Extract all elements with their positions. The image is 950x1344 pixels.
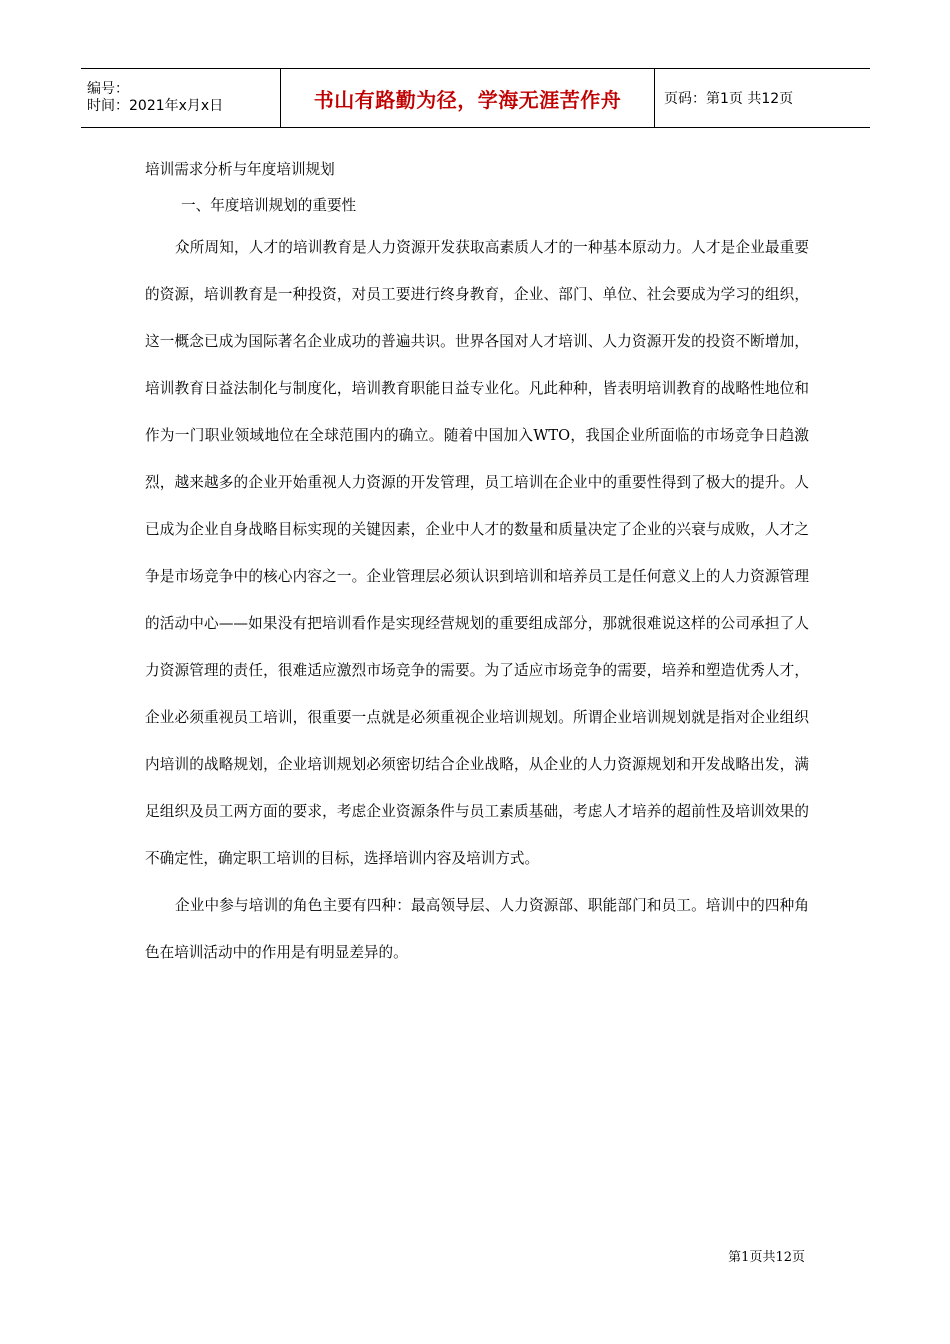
motto: 书山有路勤为径，学海无涯苦作舟 — [313, 87, 622, 112]
time-label: 时间：2021年x月x日 — [87, 98, 224, 114]
paragraph: 众所周知，人才的培训教育是人力资源开发获取高素质人才的一种基本原动力。人才是企业最重要的资源，培训教育是一种投资，对员工要进行终身教育，企业、部门、单位、社会要成为学习的组织，这一概念已成为国际著名企业成功的普遍共识。世界各国对人才培训、人力资源开发的投资不断增加，培训教育日益法制化与制度化，培训教育职能日益专业化。凡此种种，皆表明培训教育的战略性地位和作为一门职业领域地位在全球范围内的确立。随着中国加入WTO，我国企业所面临的市场竞争日趋激烈，越来越多的企业开始重视人力资源的开发管理，员工培训在企业中的重要性得到了极大的提升。人已成为企业自身战略目标实现的关键因素，企业中人才的数量和质量决定了企业的兴衰与成败，人才之争是市场竞争中的核心内容之一。企业管理层必须认识到培训和培养员工是任何意义上的人力资源管理的活动中心——如果没有把培训看作是实现经营规划的重要组成部分，那就很难说这样的公司承担了人力资源管理的责任，很难适应激烈市场竞争的需要。为了适应市场竞争的需要，培养和塑造优秀人才，企业必须重视员工培训，很重要一点就是必须重视企业培训规划。所谓企业培训规划就是指对企业组织内培训的战略规划，企业培训规划必须密切结合企业战略，从企业的人力资源规划和开发战略出发，满足组织及员工两方面的要求，考虑企业资源条件与员工素质基础，考虑人才培养的超前性及培训效果的不确定性，确定职工培训的目标，选择培训内容及培训方式。 — [145, 239, 809, 867]
page-footer: 第1页共12页 — [728, 1250, 805, 1265]
number-label: 编号： — [87, 81, 129, 97]
header-page-info: 页码：第1页 共12页 — [664, 91, 794, 107]
document-body — [145, 152, 809, 976]
header-motto-cell — [281, 69, 655, 127]
paragraph: 企业中参与培训的角色主要有四种：最高领导层、人力资源部、职能部门和员工。培训中的四种角色在培训活动中的作用是有明显差异的。 — [145, 897, 809, 961]
header-meta — [81, 69, 281, 127]
document-title: 培训需求分析与年度培训规划 — [145, 161, 335, 178]
header-page-cell — [655, 69, 870, 127]
section-heading: 一、年度培训规划的重要性 — [181, 197, 357, 214]
page-header — [81, 68, 870, 128]
